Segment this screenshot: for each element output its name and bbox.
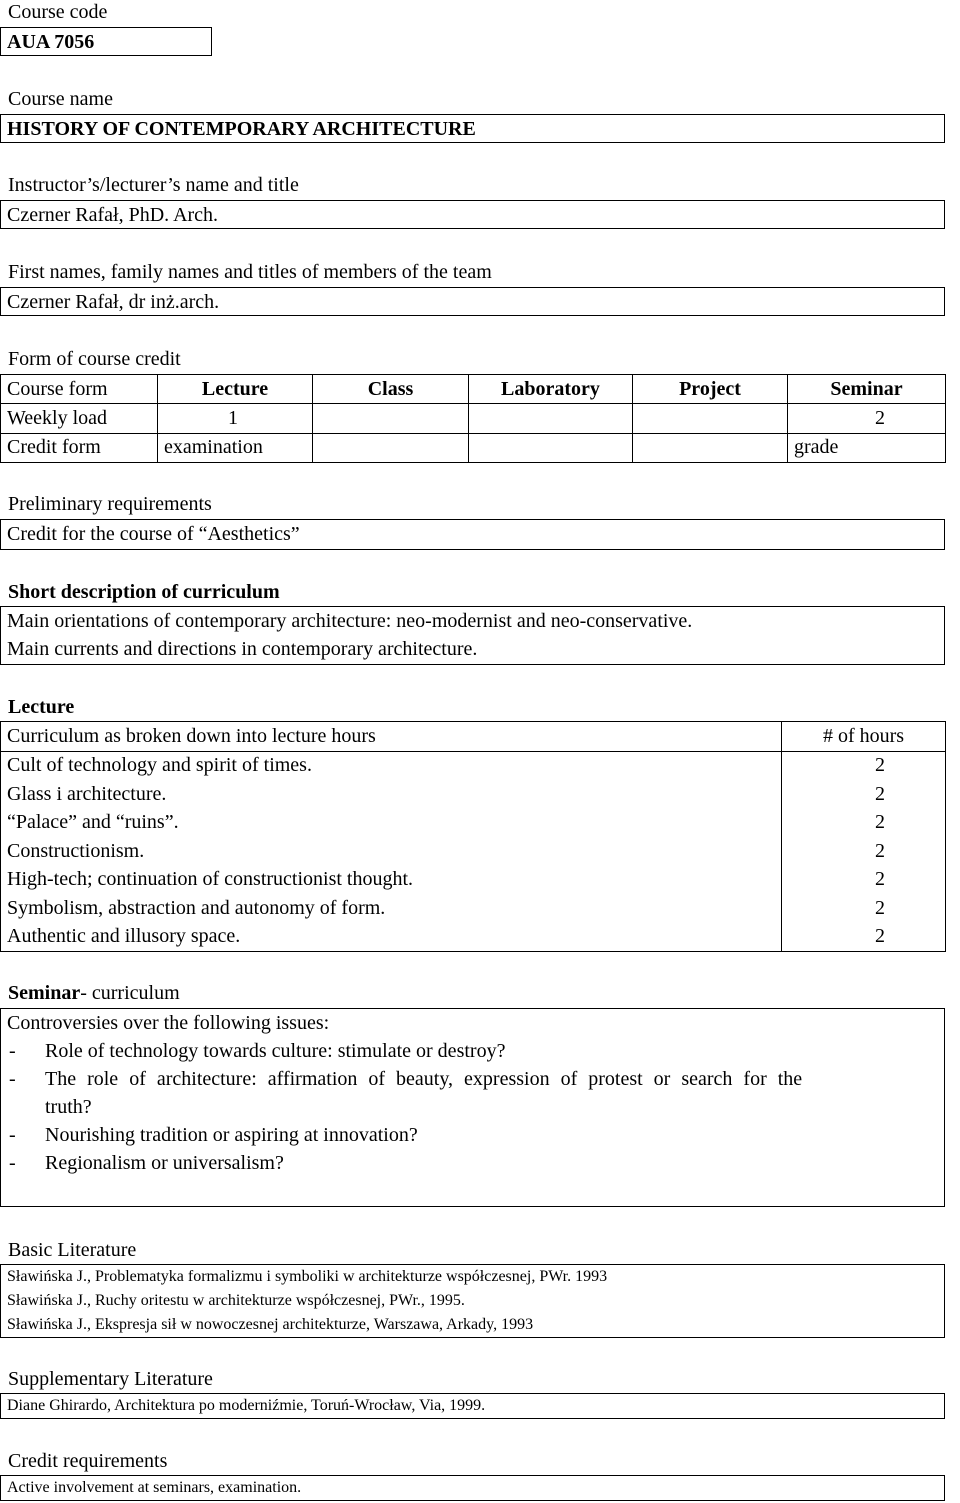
seminar-item-text: Regionalism or universalism?: [45, 1152, 284, 1174]
seminar-label-rest: - curriculum: [80, 982, 180, 1004]
lecture-topic: High-tech; continuation of constructionist thought.: [1, 866, 782, 895]
credit-lecture: examination: [158, 433, 313, 462]
preliminary-box: [0, 519, 945, 550]
credit-laboratory: [469, 433, 633, 462]
lecture-topic: Cult of technology and spirit of times.: [1, 751, 782, 780]
preliminary-label: Preliminary requirements: [8, 493, 212, 515]
lecture-table: [0, 721, 946, 952]
lecture-hours: 2: [782, 809, 946, 838]
credit-class: [313, 433, 469, 462]
table-row: [1, 375, 946, 404]
header-project: Project: [633, 375, 788, 404]
lecture-hours: 2: [782, 780, 946, 809]
short-description-box: [0, 606, 945, 665]
table-row: [1, 923, 946, 952]
instructor-label: Instructor’s/lecturer’s name and title: [8, 174, 299, 196]
table-row: [1, 404, 946, 433]
header-class: Class: [313, 375, 469, 404]
basic-literature-label: Basic Literature: [8, 1239, 137, 1261]
basic-literature-item: Sławińska J., Ruchy oritestu w architekturze współczesnej, PWr., 1995.: [7, 1292, 465, 1309]
lecture-header-hours: # of hours: [782, 722, 946, 752]
short-description-label: Short description of curriculum: [8, 581, 280, 603]
weekly-load-lecture: 1: [158, 404, 313, 433]
seminar-item-text: truth?: [45, 1096, 92, 1118]
credit-requirements-label: Credit requirements: [8, 1450, 168, 1472]
lecture-hours: 2: [782, 894, 946, 923]
header-lecture: Lecture: [158, 375, 313, 404]
team-label: First names, family names and titles of members of the team: [8, 261, 492, 283]
basic-literature-item: Sławińska J., Problematyka formalizmu i symboliki w architekturze współczesnej, PWr. 1993: [7, 1268, 608, 1285]
seminar-intro: Controversies over the following issues:: [7, 1012, 330, 1034]
header-laboratory: Laboratory: [469, 375, 633, 404]
lecture-section-label: Lecture: [8, 696, 75, 718]
short-description-line: Main currents and directions in contemporary architecture.: [7, 638, 478, 660]
seminar-item-text: The role of architecture: affirmation of beauty, expression of protest or search for the: [45, 1068, 803, 1090]
lecture-topic: Authentic and illusory space.: [1, 923, 782, 952]
weekly-load-laboratory: [469, 404, 633, 433]
seminar-section-label: [8, 981, 180, 1005]
lecture-topic: “Palace” and “ruins”.: [1, 809, 782, 838]
seminar-dash: -: [9, 1152, 16, 1174]
weekly-load-label: Weekly load: [1, 404, 158, 433]
seminar-label-bold: Seminar: [8, 982, 81, 1004]
course-name-box: [0, 114, 945, 143]
table-row: [1, 722, 946, 752]
seminar-dash: -: [9, 1068, 16, 1090]
lecture-topic: Glass i architecture.: [1, 780, 782, 809]
team-value: Czerner Rafał, dr inż.arch.: [7, 291, 220, 313]
course-name-label: Course name: [8, 88, 113, 110]
header-seminar: Seminar: [788, 375, 946, 404]
lecture-hours: 2: [782, 751, 946, 780]
header-course-form: Course form: [1, 375, 158, 404]
lecture-header-topic: Curriculum as broken down into lecture hours: [1, 722, 782, 752]
course-code-label: Course code: [8, 1, 108, 23]
supplementary-literature-item: Diane Ghirardo, Architektura po moderniźmie, Toruń-Wrocław, Via, 1999.: [7, 1397, 486, 1414]
lecture-hours: 2: [782, 866, 946, 895]
instructor-value: Czerner Rafał, PhD. Arch.: [7, 204, 219, 226]
lecture-topic: Constructionism.: [1, 837, 782, 866]
lecture-hours: 2: [782, 923, 946, 952]
table-row: [1, 433, 946, 462]
credit-requirements-value: Active involvement at seminars, examination.: [7, 1479, 302, 1496]
course-name-value: HISTORY OF CONTEMPORARY ARCHITECTURE: [7, 118, 476, 140]
weekly-load-class: [313, 404, 469, 433]
lecture-topic: Symbolism, abstraction and autonomy of form.: [1, 894, 782, 923]
credit-seminar: grade: [788, 433, 946, 462]
instructor-box: [0, 200, 945, 229]
table-row: [1, 809, 946, 838]
credit-form-label: Form of course credit: [8, 348, 181, 370]
seminar-dash: -: [9, 1124, 16, 1146]
seminar-dash: -: [9, 1040, 16, 1062]
seminar-item-text: Role of technology towards culture: stimulate or destroy?: [45, 1040, 506, 1062]
preliminary-value: Credit for the course of “Aesthetics”: [7, 523, 300, 545]
supplementary-literature-box: [0, 1393, 945, 1419]
credit-project: [633, 433, 788, 462]
seminar-box: [0, 1008, 945, 1207]
table-row: [1, 866, 946, 895]
team-box: [0, 287, 945, 316]
seminar-item-text: Nourishing tradition or aspiring at innovation?: [45, 1124, 418, 1146]
course-code-box: [0, 27, 212, 56]
weekly-load-seminar: 2: [788, 404, 946, 433]
credit-requirements-box: [0, 1475, 945, 1501]
table-row: [1, 837, 946, 866]
basic-literature-item: Sławińska J., Ekspresja sił w nowoczesnej architekturze, Warszawa, Arkady, 1993: [7, 1316, 534, 1333]
credit-form-table: [0, 374, 946, 463]
course-code-value: AUA 7056: [7, 31, 95, 53]
table-row: [1, 894, 946, 923]
short-description-line: Main orientations of contemporary architecture: neo-modernist and neo-conservative.: [7, 610, 693, 632]
table-row: [1, 751, 946, 780]
table-row: [1, 780, 946, 809]
weekly-load-project: [633, 404, 788, 433]
lecture-hours: 2: [782, 837, 946, 866]
basic-literature-box: [0, 1264, 945, 1338]
credit-label: Credit form: [1, 433, 158, 462]
supplementary-literature-label: Supplementary Literature: [8, 1368, 213, 1390]
